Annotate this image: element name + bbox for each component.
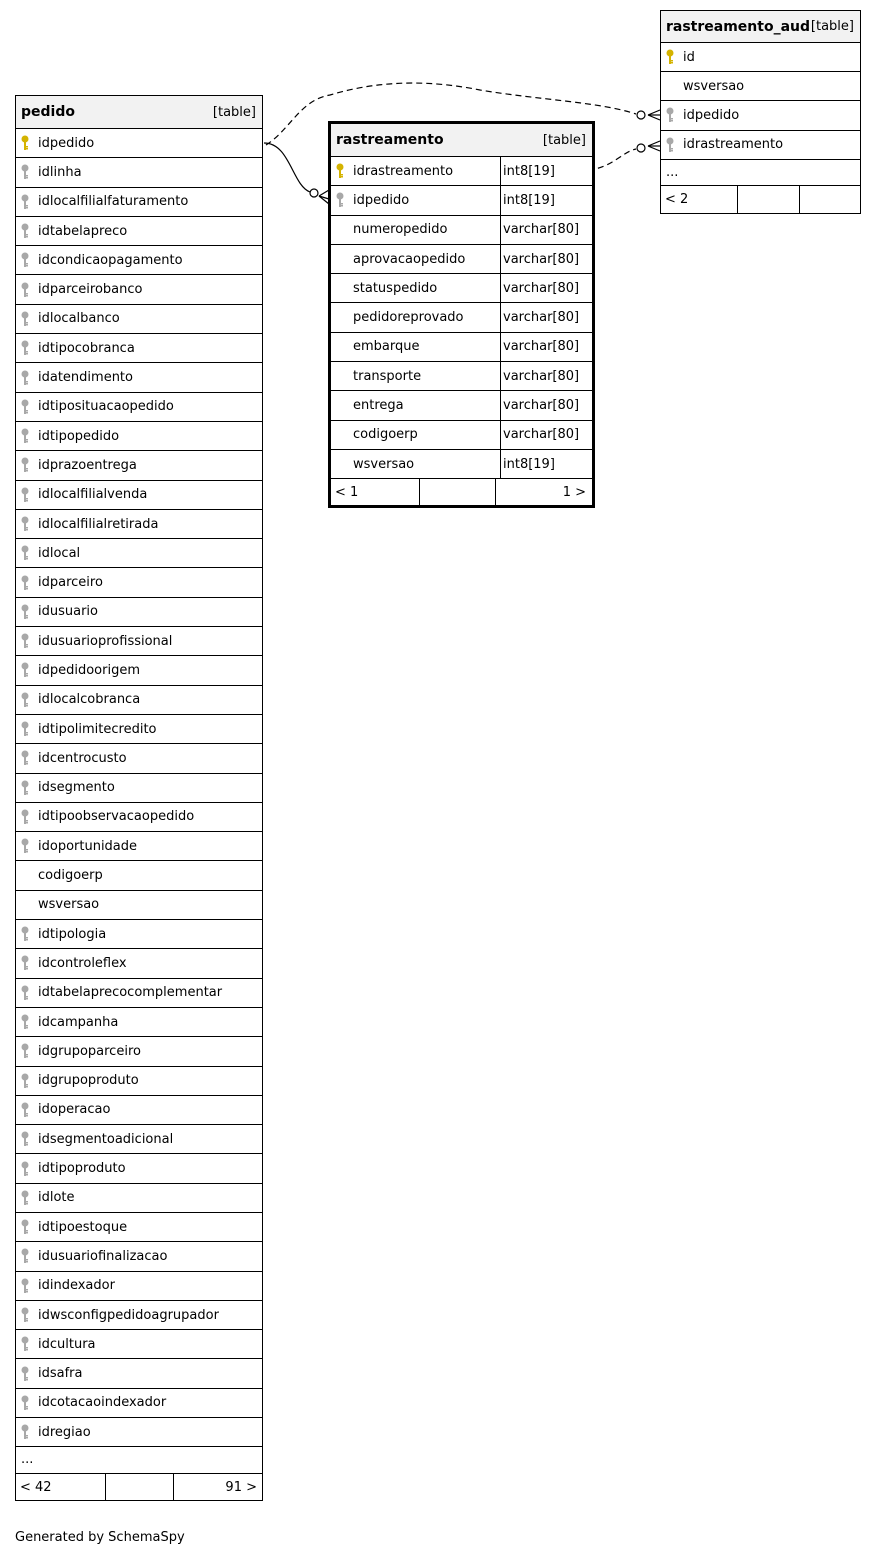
column-row[interactable] xyxy=(331,421,592,450)
column-name: idpedido xyxy=(353,192,410,208)
crow-foot xyxy=(648,110,660,115)
column-name: idtipologia xyxy=(38,926,107,942)
column-row[interactable] xyxy=(16,1008,262,1037)
column-row[interactable] xyxy=(16,861,262,890)
table-header xyxy=(16,96,262,129)
column-row[interactable] xyxy=(331,391,592,420)
column-name: idtipoobservacaopedido xyxy=(38,809,195,825)
column-name: idlocalcobranca xyxy=(38,692,141,708)
column-name: idtipocobranca xyxy=(38,340,135,356)
table-rastreamento-aud[interactable] xyxy=(660,10,861,214)
column-row[interactable] xyxy=(16,774,262,803)
column-row[interactable] xyxy=(16,188,262,217)
column-type: varchar[80] xyxy=(500,421,592,449)
column-name: idtipopedido xyxy=(38,428,120,444)
table-footer xyxy=(331,479,592,505)
table-header xyxy=(661,11,860,43)
foreign-key-icon xyxy=(16,985,34,1001)
column-row[interactable] xyxy=(16,920,262,949)
column-type: int8[19] xyxy=(500,157,592,185)
foreign-key-icon xyxy=(16,487,34,503)
table-kind: [table] xyxy=(212,104,256,120)
column-row[interactable] xyxy=(16,979,262,1008)
column-name: idparceirobanco xyxy=(38,282,143,298)
column-name: idlocalfilialfaturamento xyxy=(38,194,189,210)
foreign-key-icon xyxy=(16,164,34,180)
table-footer xyxy=(661,186,860,213)
foreign-key-icon xyxy=(16,1278,34,1294)
zero-marker xyxy=(637,144,645,152)
foreign-key-icon xyxy=(16,340,34,356)
column-name: idoportunidade xyxy=(38,838,138,854)
column-row[interactable] xyxy=(16,129,262,158)
column-row[interactable] xyxy=(16,656,262,685)
parent-count[interactable]: < 42 xyxy=(20,1479,52,1495)
crow-foot xyxy=(648,146,660,151)
column-row[interactable] xyxy=(16,275,262,304)
column-row[interactable] xyxy=(16,627,262,656)
column-name: idlote xyxy=(38,1190,75,1206)
column-name: idgrupoproduto xyxy=(38,1073,139,1089)
foreign-key-icon xyxy=(16,545,34,561)
column-name: embarque xyxy=(353,339,420,355)
column-row[interactable] xyxy=(16,598,262,627)
column-row[interactable] xyxy=(16,1418,262,1447)
foreign-key-icon xyxy=(16,838,34,854)
foreign-key-icon xyxy=(16,516,34,532)
column-name: idlocalfilialretirada xyxy=(38,516,159,532)
column-name: idtabelaprecocomplementar xyxy=(38,985,223,1001)
column-type: varchar[80] xyxy=(500,391,592,419)
foreign-key-icon xyxy=(16,252,34,268)
table-name: rastreamento_aud xyxy=(666,18,811,35)
column-type: int8[19] xyxy=(500,450,592,478)
column-name: idcultura xyxy=(38,1336,96,1352)
column-row[interactable] xyxy=(16,217,262,246)
column-row[interactable] xyxy=(661,72,860,101)
primary-key-icon xyxy=(331,163,349,179)
footer-middle xyxy=(105,1474,173,1500)
column-name: idatendimento xyxy=(38,370,133,386)
column-name: idpedido xyxy=(38,135,95,151)
column-row[interactable] xyxy=(16,832,262,861)
column-name: idprazoentrega xyxy=(38,457,137,473)
column-row[interactable] xyxy=(331,216,592,245)
foreign-key-icon xyxy=(16,1161,34,1177)
foreign-key-icon xyxy=(661,137,679,153)
zero-marker xyxy=(637,111,645,119)
foreign-key-icon xyxy=(331,192,349,208)
parent-count[interactable]: < 2 xyxy=(665,191,689,207)
foreign-key-icon xyxy=(16,311,34,327)
column-row[interactable] xyxy=(16,1359,262,1388)
column-name: numeropedido xyxy=(353,222,448,238)
column-name: idcentrocusto xyxy=(38,750,127,766)
column-name: idusuario xyxy=(38,604,98,620)
relationship-pedido-rastreamento xyxy=(264,143,310,192)
primary-key-icon xyxy=(661,49,679,65)
column-name: wsversao xyxy=(683,78,745,94)
column-list xyxy=(16,129,262,1447)
column-name: idsafra xyxy=(38,1366,83,1382)
foreign-key-icon xyxy=(16,633,34,649)
column-row[interactable] xyxy=(16,803,262,832)
crow-foot xyxy=(648,115,660,120)
column-row[interactable] xyxy=(16,715,262,744)
column-name: wsversao xyxy=(38,897,100,913)
column-type: int8[19] xyxy=(500,186,592,214)
column-row[interactable] xyxy=(331,186,592,215)
column-name: idlinha xyxy=(38,164,82,180)
column-row[interactable] xyxy=(16,481,262,510)
column-name: pedidoreprovado xyxy=(353,310,464,326)
column-row[interactable] xyxy=(16,1242,262,1271)
column-type: varchar[80] xyxy=(500,245,592,273)
column-row[interactable] xyxy=(331,362,592,391)
column-row[interactable] xyxy=(661,43,860,72)
column-row[interactable] xyxy=(16,1213,262,1242)
column-row[interactable] xyxy=(331,157,592,186)
column-name: idindexador xyxy=(38,1278,115,1294)
column-row[interactable] xyxy=(16,1067,262,1096)
column-name: idgrupoparceiro xyxy=(38,1043,141,1059)
column-row[interactable] xyxy=(16,949,262,978)
column-row[interactable] xyxy=(16,393,262,422)
column-name: idtiposituacaopedido xyxy=(38,399,174,415)
footer-middle xyxy=(737,186,799,213)
table-name: rastreamento xyxy=(336,132,444,148)
column-name: idtipolimitecredito xyxy=(38,721,157,737)
crow-foot xyxy=(648,141,660,146)
column-name: aprovacaopedido xyxy=(353,251,466,267)
column-name: idtabelapreco xyxy=(38,223,128,239)
column-name: transporte xyxy=(353,368,422,384)
table-pedido[interactable] xyxy=(15,95,263,1501)
table-kind: [table] xyxy=(542,132,586,148)
table-header xyxy=(331,124,592,157)
more-columns: ... xyxy=(16,1447,262,1474)
column-type: varchar[80] xyxy=(500,303,592,331)
foreign-key-icon xyxy=(16,194,34,210)
table-rastreamento[interactable] xyxy=(328,121,595,508)
column-row[interactable] xyxy=(16,158,262,187)
table-footer xyxy=(16,1474,262,1500)
column-name: codigoerp xyxy=(353,427,418,443)
column-name: idsegmento xyxy=(38,780,115,796)
column-name: idregiao xyxy=(38,1424,91,1440)
column-row[interactable] xyxy=(16,1389,262,1418)
column-row[interactable] xyxy=(661,101,860,130)
column-name: idpedido xyxy=(683,107,740,123)
child-count[interactable] xyxy=(799,186,860,213)
column-name: statuspedido xyxy=(353,280,438,296)
column-row[interactable] xyxy=(331,450,592,479)
column-name: wsversao xyxy=(353,456,415,472)
foreign-key-icon xyxy=(16,780,34,796)
column-row[interactable] xyxy=(331,245,592,274)
column-row[interactable] xyxy=(16,744,262,773)
column-name: idtipoestoque xyxy=(38,1219,128,1235)
column-name: idlocalbanco xyxy=(38,311,120,327)
column-name: idsegmentoadicional xyxy=(38,1131,174,1147)
column-name: idrastreamento xyxy=(683,137,784,153)
column-type: varchar[80] xyxy=(500,274,592,302)
column-row[interactable] xyxy=(16,539,262,568)
foreign-key-icon xyxy=(16,428,34,444)
foreign-key-icon xyxy=(16,1014,34,1030)
footer-middle xyxy=(419,479,495,505)
column-row[interactable] xyxy=(16,363,262,392)
foreign-key-icon xyxy=(16,1336,34,1352)
foreign-key-icon xyxy=(16,926,34,942)
foreign-key-icon xyxy=(16,1219,34,1235)
column-name: idcampanha xyxy=(38,1014,119,1030)
column-row[interactable] xyxy=(16,510,262,539)
foreign-key-icon xyxy=(16,1424,34,1440)
table-name: pedido xyxy=(21,104,75,120)
foreign-key-icon xyxy=(16,223,34,239)
column-name: idparceiro xyxy=(38,575,103,591)
foreign-key-icon xyxy=(16,1102,34,1118)
foreign-key-icon xyxy=(16,1043,34,1059)
column-row[interactable] xyxy=(331,274,592,303)
zero-marker xyxy=(310,189,318,197)
column-row[interactable] xyxy=(16,246,262,275)
column-row[interactable] xyxy=(16,1184,262,1213)
column-row[interactable] xyxy=(331,333,592,362)
column-row[interactable] xyxy=(16,305,262,334)
column-row[interactable] xyxy=(16,1125,262,1154)
column-row[interactable] xyxy=(16,891,262,920)
column-type: varchar[80] xyxy=(500,216,592,244)
column-name: idoperacao xyxy=(38,1102,111,1118)
column-type: varchar[80] xyxy=(500,333,592,361)
foreign-key-icon xyxy=(16,1248,34,1264)
column-row[interactable] xyxy=(661,131,860,160)
table-kind: [table] xyxy=(810,19,854,34)
column-name: idcondicaopagamento xyxy=(38,252,183,268)
more-columns: ... xyxy=(661,160,860,186)
foreign-key-icon xyxy=(16,1073,34,1089)
column-row[interactable] xyxy=(16,568,262,597)
column-row[interactable] xyxy=(331,303,592,332)
primary-key-icon xyxy=(16,135,34,151)
column-name: entrega xyxy=(353,398,404,414)
foreign-key-icon xyxy=(16,370,34,386)
column-list xyxy=(661,43,860,160)
column-row[interactable] xyxy=(16,422,262,451)
foreign-key-icon xyxy=(16,604,34,620)
column-name: idcotacaoindexador xyxy=(38,1395,167,1411)
foreign-key-icon xyxy=(16,457,34,473)
column-row[interactable] xyxy=(16,1154,262,1183)
column-name: idcontroleflex xyxy=(38,955,127,971)
child-count[interactable]: 91 > xyxy=(173,1474,262,1500)
foreign-key-icon xyxy=(16,662,34,678)
column-row[interactable] xyxy=(16,686,262,715)
foreign-key-icon xyxy=(16,1307,34,1323)
column-name: idusuariofinalizacao xyxy=(38,1248,168,1264)
column-row[interactable] xyxy=(16,451,262,480)
foreign-key-icon xyxy=(16,692,34,708)
column-type: varchar[80] xyxy=(500,362,592,390)
foreign-key-icon xyxy=(16,809,34,825)
column-name: id xyxy=(683,49,695,65)
foreign-key-icon xyxy=(16,721,34,737)
foreign-key-icon xyxy=(16,750,34,766)
column-row[interactable] xyxy=(16,1096,262,1125)
column-row[interactable] xyxy=(16,334,262,363)
column-name: idpedidoorigem xyxy=(38,662,141,678)
foreign-key-icon xyxy=(16,399,34,415)
parent-count[interactable]: < 1 xyxy=(335,484,359,500)
column-list xyxy=(331,157,592,479)
foreign-key-icon xyxy=(16,1190,34,1206)
column-name: idlocal xyxy=(38,545,81,561)
generated-by-footer: Generated by SchemaSpy xyxy=(15,1530,185,1545)
column-row[interactable] xyxy=(16,1301,262,1330)
foreign-key-icon xyxy=(16,1131,34,1147)
column-name: codigoerp xyxy=(38,868,103,884)
column-name: idtipoproduto xyxy=(38,1161,126,1177)
column-name: idusuarioprofissional xyxy=(38,633,173,649)
column-name: idrastreamento xyxy=(353,163,454,179)
foreign-key-icon xyxy=(16,282,34,298)
column-row[interactable] xyxy=(16,1272,262,1301)
column-name: idlocalfilialvenda xyxy=(38,487,148,503)
child-count[interactable]: 1 > xyxy=(495,479,592,505)
foreign-key-icon xyxy=(16,575,34,591)
relationship-rastreamento-rastreamento-aud xyxy=(588,149,636,170)
foreign-key-icon xyxy=(16,1366,34,1382)
foreign-key-icon xyxy=(661,107,679,123)
column-name: idwsconfigpedidoagrupador xyxy=(38,1307,219,1323)
column-row[interactable] xyxy=(16,1037,262,1066)
foreign-key-icon xyxy=(16,955,34,971)
foreign-key-icon xyxy=(16,1395,34,1411)
column-row[interactable] xyxy=(16,1330,262,1359)
